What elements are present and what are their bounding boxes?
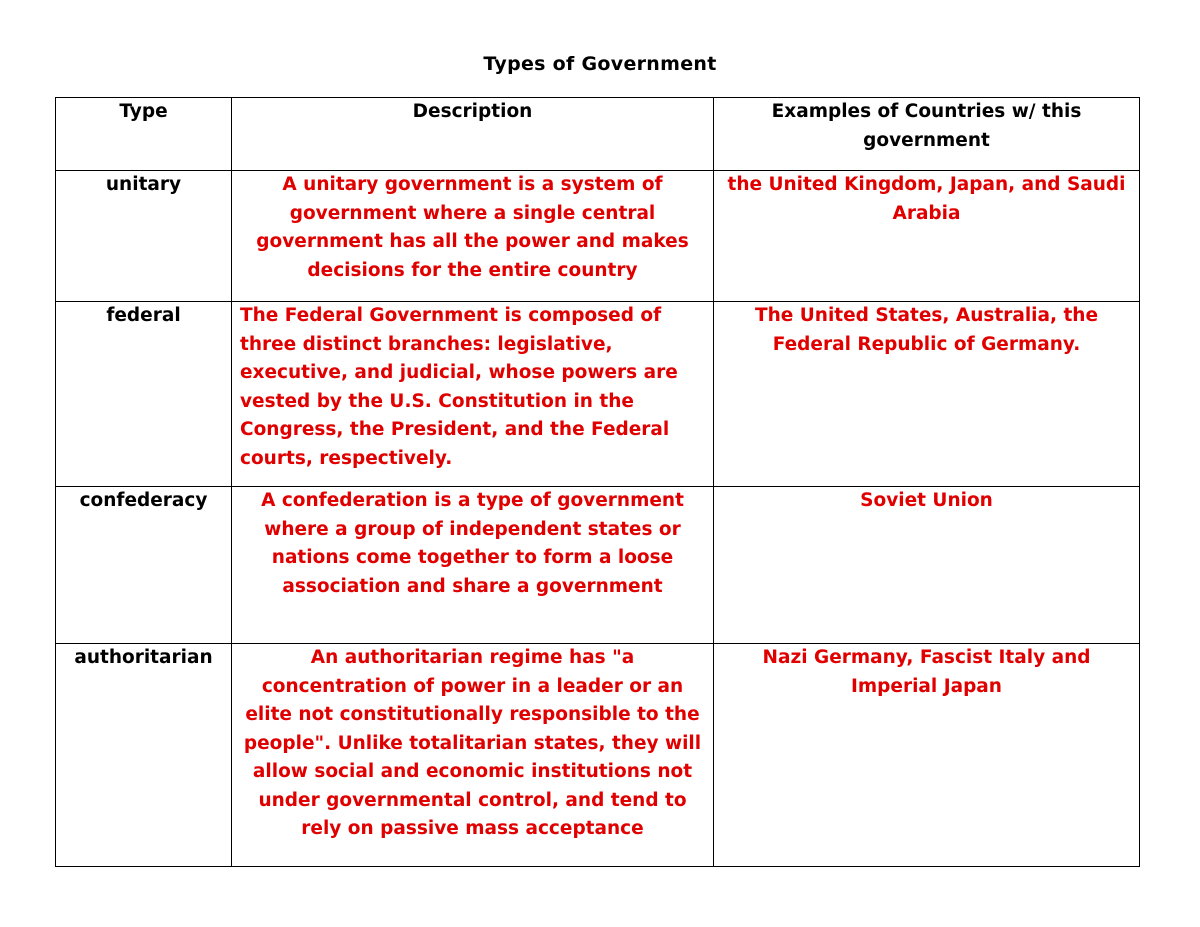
type-cell: authoritarian <box>56 644 232 867</box>
type-cell: unitary <box>56 171 232 302</box>
header-type: Type <box>56 98 232 171</box>
table-row <box>56 171 1140 302</box>
examples-cell: The United States, Australia, the Federal Republic of Germany. <box>714 302 1140 487</box>
description-cell: A unitary government is a system of government where a single central government has all the power and makes decisions for the entire country <box>232 171 714 302</box>
table-row <box>56 644 1140 867</box>
header-description: Description <box>232 98 714 171</box>
examples-cell: Soviet Union <box>714 487 1140 644</box>
description-cell: The Federal Government is composed of three distinct branches: legislative, executive, and judicial, whose powers are vested by the U.S. Constitution in the Congress, the President, and the Federal courts, respectively. <box>232 302 714 487</box>
header-examples: Examples of Countries w/ this government <box>714 98 1140 171</box>
government-types-table <box>55 97 1140 867</box>
table-row <box>56 302 1140 487</box>
description-cell: A confederation is a type of government where a group of independent states or nations come together to form a loose association and share a government <box>232 487 714 644</box>
table-row <box>56 487 1140 644</box>
table-header-row <box>56 98 1140 171</box>
page-title: Types of Government <box>483 53 717 75</box>
type-cell: federal <box>56 302 232 487</box>
type-cell: confederacy <box>56 487 232 644</box>
description-cell: An authoritarian regime has "a concentration of power in a leader or an elite not constitutionally responsible to the people". Unlike totalitarian states, they will allow social and economic institutions not under governmental control, and tend to rely on passive mass acceptance <box>232 644 714 867</box>
examples-cell: the United Kingdom, Japan, and Saudi Arabia <box>714 171 1140 302</box>
examples-cell: Nazi Germany, Fascist Italy and Imperial Japan <box>714 644 1140 867</box>
